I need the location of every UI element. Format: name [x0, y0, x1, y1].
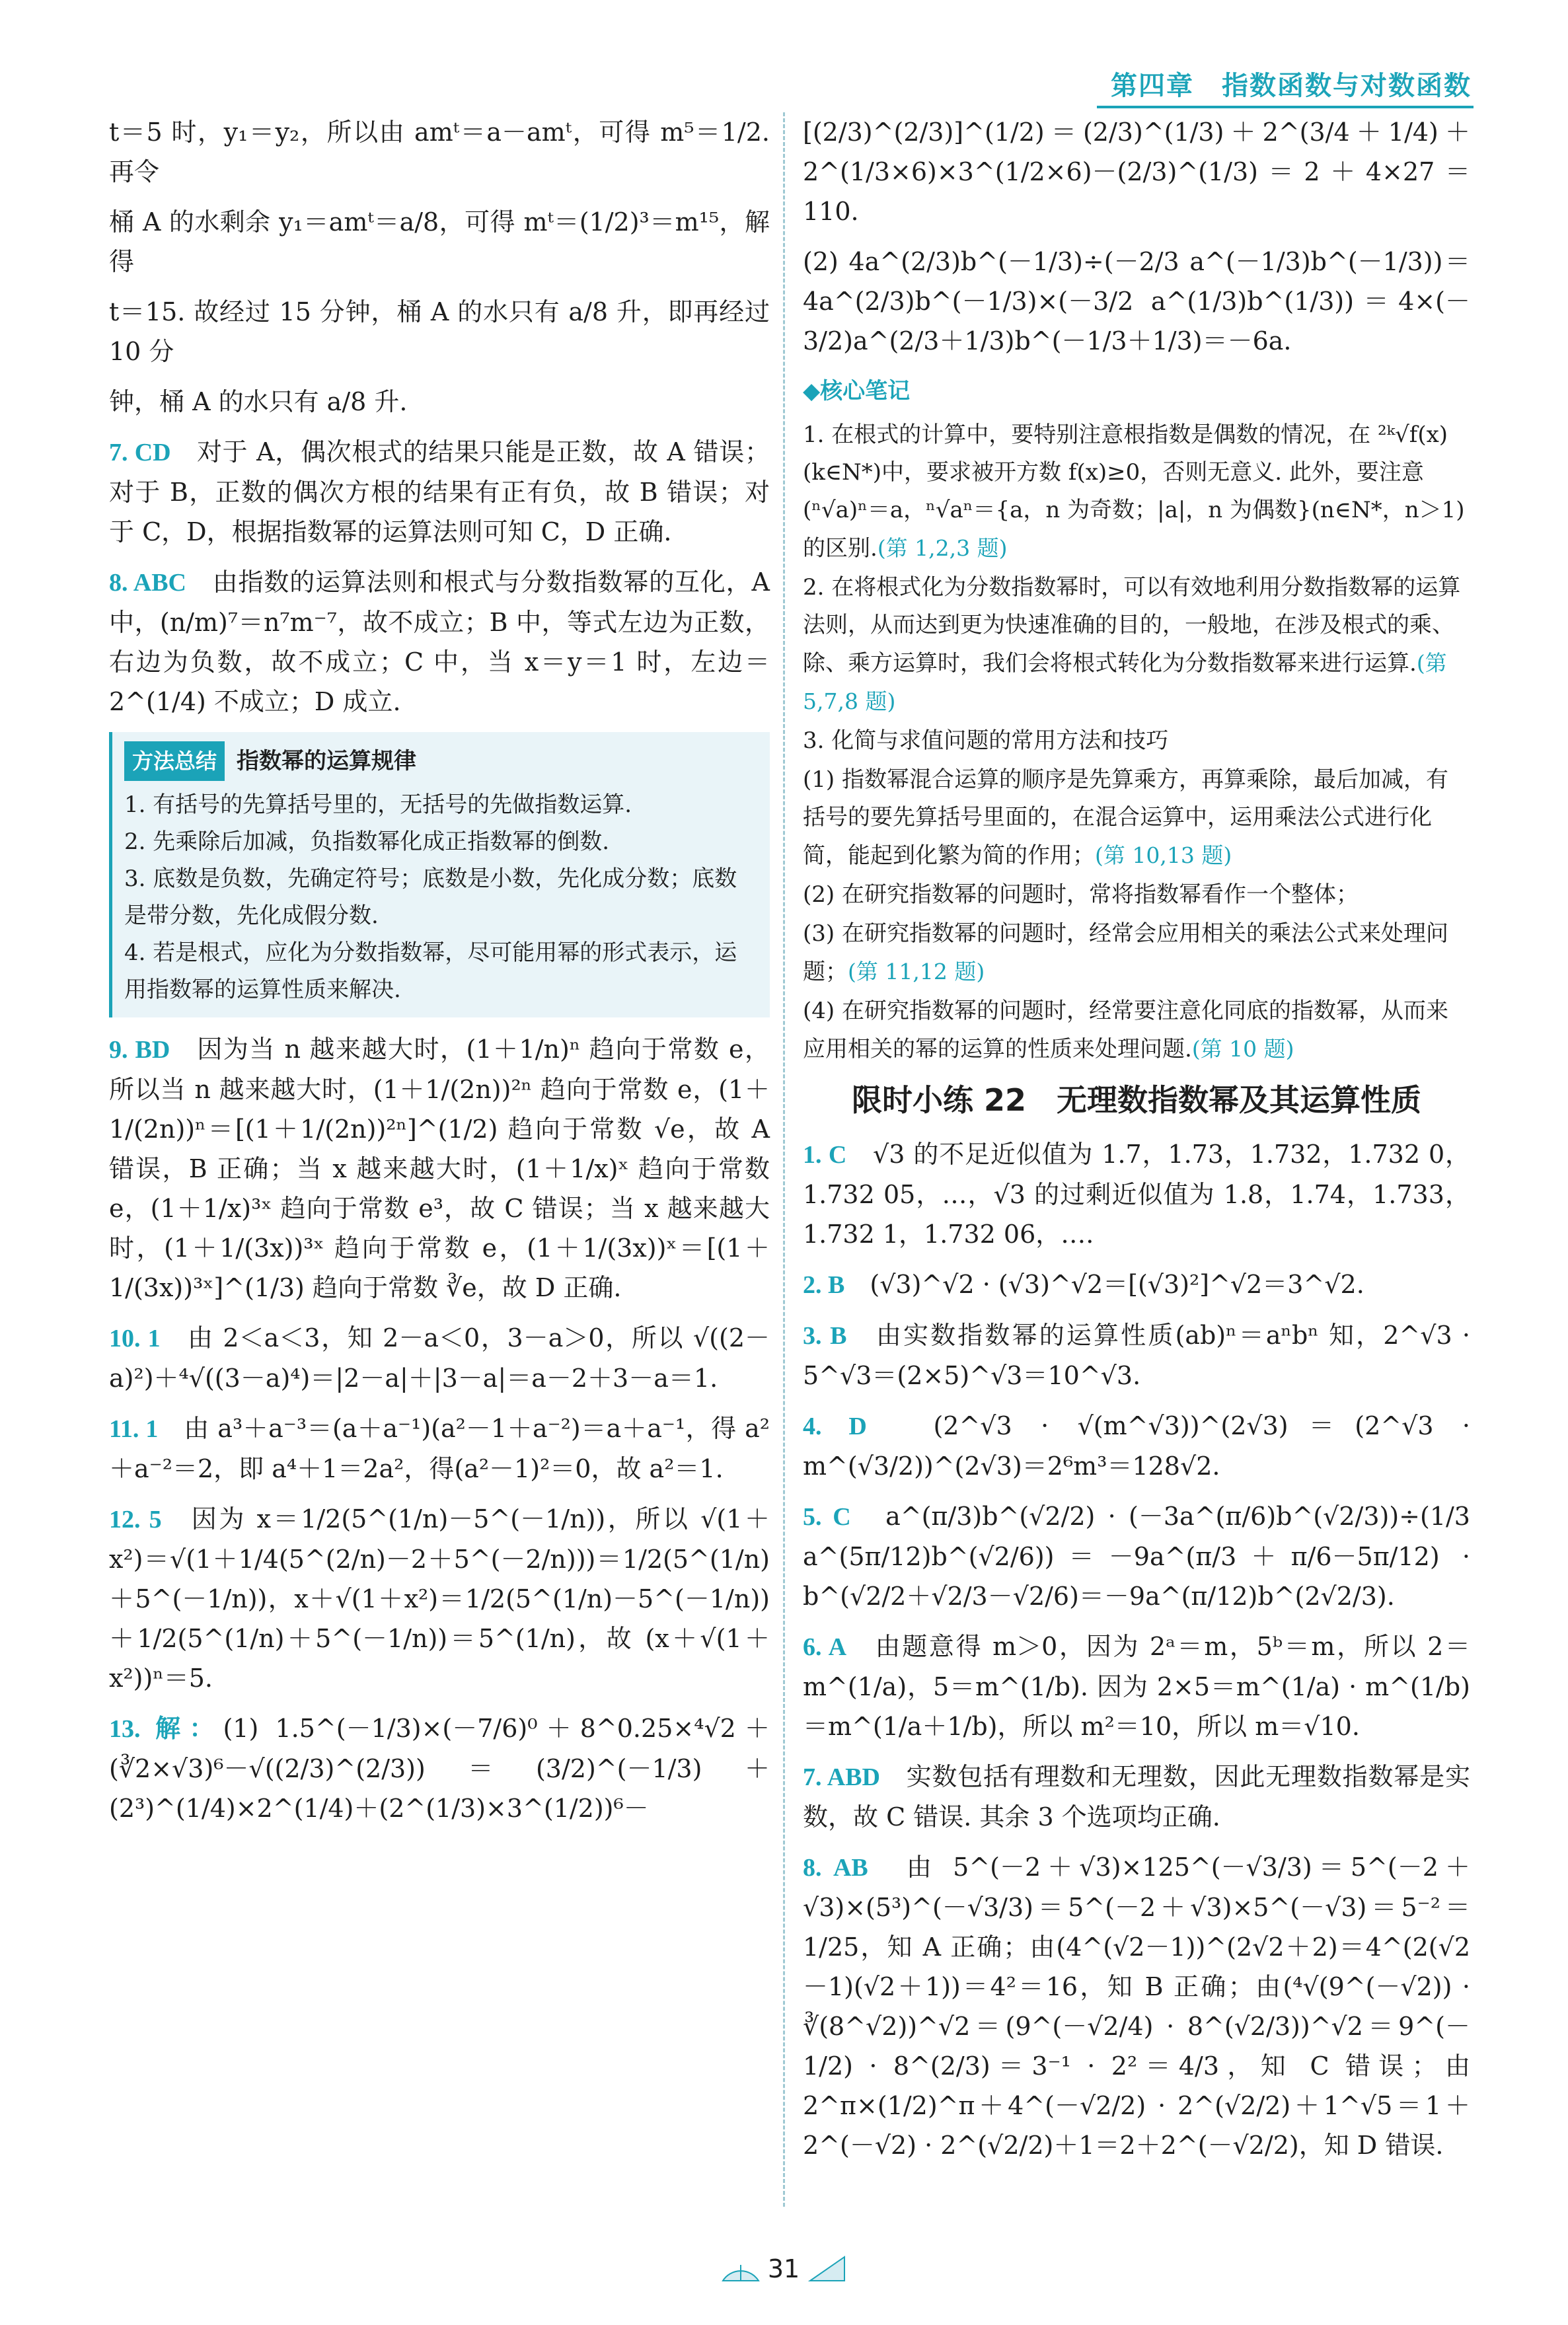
- answer-label: 2. B: [803, 1271, 845, 1299]
- answer-label: 5. C: [803, 1503, 851, 1531]
- core-note: [803, 992, 1470, 1068]
- answer-s5: [803, 1496, 1470, 1616]
- answer-7: [109, 432, 770, 552]
- text-line: [(2/3)^(2/3)]^(1/2)＝(2/3)^(1/3)＋2^(3/4＋1/4)＋2^(1/3×6)×3^(1/2×6)－(2/3)^(1/3)＝2＋4×27＝110.: [803, 118, 1470, 226]
- answer-text: 由 2＜a＜3，知 2－a＜0，3－a＞0，所以 √((2－a)²)＋⁴√((3－a)⁴)＝|2－a|＋|3－a|＝a－2＋3－a＝1.: [109, 1323, 770, 1393]
- section-title: 限时小练 22 无理数指数幂及其运算性质: [851, 1082, 1422, 1118]
- text-line: 钟，桶 A 的水只有 a/8 升.: [109, 387, 408, 416]
- left-column: [109, 112, 770, 1839]
- core-note: [803, 416, 1470, 568]
- answer-label: 6. A: [803, 1633, 847, 1661]
- answer-9: [109, 1029, 770, 1308]
- answer-s1: [803, 1134, 1470, 1254]
- answer-label: 3. B: [803, 1322, 847, 1350]
- method-title: 指数幂的运算规律: [237, 748, 417, 774]
- answer-label: 7. CD: [109, 439, 171, 466]
- answer-10: [109, 1318, 770, 1398]
- core-note-ref: (第 11,12 题): [848, 959, 985, 984]
- answer-label: 8. ABC: [109, 569, 186, 597]
- method-item: 1. 有括号的先算括号里的，无括号的先做指数运算.: [124, 792, 632, 818]
- answer-13: [109, 1709, 770, 1828]
- core-note-text: (1) 指数幂混合运算的顺序是先算乘方，再算乘除，最后加减，有括号的要先算括号里面的，在混合运算中，运用乘法公式进行化简，能起到化繁为简的作用；: [803, 766, 1448, 869]
- core-note: 3. 化简与求值问题的常用方法和技巧: [803, 727, 1169, 754]
- answer-label: 10. 1: [109, 1325, 161, 1352]
- answer-text: 对于 A，偶次根式的结果只能是正数，故 A 错误；对于 B，正数的偶次方根的结果有正有负，故 B 错误；对于 C，D，根据指数幂的运算法则可知 C，D 正确.: [109, 437, 770, 546]
- answer-11: [109, 1409, 770, 1489]
- core-note-text: (4) 在研究指数幂的问题时，经常要注意化同底的指数幂，从而来应用相关的幂的运算的性质来处理问题.: [803, 998, 1448, 1062]
- answer-s8: [803, 1847, 1470, 2165]
- core-note-ref: (第 5,7,8 题): [803, 650, 1447, 714]
- answer-text: 实数包括有理数和无理数，因此无理数指数幂是实数，故 C 错误. 其余 3 个选项均正确.: [803, 1762, 1470, 1831]
- answer-text: 由 5^(－2＋√3)×125^(－√3/3)＝5^(－2＋√3)×(5³)^(－√3/3)＝5^(－2＋√3)×5^(－√3)＝5⁻²＝1/25，知 A 正确；由(4^(√2－1))^(2√2＋2)＝4^(2(√2－1)(√2＋1))＝4²＝16，知 B 正确；由(⁴√(9^(－√2)) · ∛(8^√2))^√2＝(9^(－√2/4) · 8^(√2/3))^√2＝9^(－1/2) · 8^(2/3)＝3⁻¹ · 2²＝4/3，知 C 错误；由 2^π×(1/2)^π＋4^(－√2/2) · 2^(√2/2)＋1^√5＝1＋2^(－√2) · 2^(√2/2)＋1＝2＋2^(－√2/2)，知 D 错误.: [803, 1853, 1470, 2160]
- answer-label: 4. D: [803, 1413, 867, 1440]
- core-notes-title: ◆核心笔记: [803, 378, 911, 404]
- answer-text: 由指数的运算法则和根式与分数指数幂的互化，A 中，(n/m)⁷＝n⁷m⁻⁷，故不成立；B 中，等式左边为正数，右边为负数，故不成立；C 中，当 x＝y＝1 时，左边＝2^(1/4) 不成立；D 成立.: [109, 568, 770, 716]
- answer-s3: [803, 1315, 1470, 1395]
- method-item: 3. 底数是负数，先确定符号；底数是小数，先化成分数；底数是带分数，先化成假分数.: [124, 866, 737, 929]
- answer-label: 7. ABD: [803, 1763, 880, 1791]
- answer-s6: [803, 1627, 1470, 1746]
- core-note-ref: (第 10 题): [1191, 1036, 1294, 1062]
- core-note-text: 1. 在根式的计算中，要特别注意根指数是偶数的情况，在 ²ᵏ√f(x)(k∈N*)中，要求被开方数 f(x)≥0，否则无意义. 此外，要注意 (ⁿ√a)ⁿ＝a，ⁿ√aⁿ＝{a，n 为奇数；|a|，n 为偶数}(n∈N*，n＞1)的区别.: [803, 422, 1465, 562]
- answer-s4: [803, 1406, 1470, 1486]
- core-note-ref: (第 1,2,3 题): [877, 535, 1008, 561]
- core-note: (2) 在研究指数幂的问题时，常将指数幂看作一个整体；: [803, 881, 1359, 908]
- core-note: [803, 761, 1470, 875]
- method-tag: 方法总结: [124, 741, 225, 781]
- answer-s7: [803, 1757, 1470, 1837]
- page-number: 31: [767, 2254, 800, 2283]
- answer-label: 1. C: [803, 1141, 847, 1169]
- method-summary-title: [124, 741, 758, 781]
- answer-text: √3 的不足近似值为 1.7，1.73，1.732，1.732 0，1.732 05，…，√3 的过剩近似值为 1.8，1.74，1.733，1.732 1，1.732 06，….: [803, 1140, 1470, 1249]
- answer-8: [109, 562, 770, 721]
- text-line: t＝15. 故经过 15 分钟，桶 A 的水只有 a/8 升，即再经过 10 分: [109, 297, 770, 366]
- answer-text: (1) 1.5^(－1/3)×(－7/6)⁰＋8^0.25×⁴√2＋(∛2×√3)⁶－√((2/3)^(2/3))＝(3/2)^(－1/3)＋(2³)^(1/4)×2^(1/4)＋(2^(1/3)×3^(1/2))⁶－: [109, 1714, 770, 1823]
- chapter-header: 第四章 指数函数与对数函数: [1111, 71, 1472, 101]
- method-summary-box: [109, 732, 770, 1017]
- core-note-text: 2. 在将根式化为分数指数幂时，可以有效地利用分数指数幂的运算法则，从而达到更为快速准确的目的，一般地，在涉及根式的乘、除、乘方运算时，我们会将根式转化为分数指数幂来进行运算.: [803, 574, 1461, 677]
- answer-text: 由 a³＋a⁻³＝(a＋a⁻¹)(a²－1＋a⁻²)＝a＋a⁻¹，得 a²＋a⁻²＝2，即 a⁴＋1＝2a²，得(a²－1)²＝0，故 a²＝1.: [109, 1414, 770, 1483]
- core-note-ref: (第 10,13 题): [1095, 842, 1232, 868]
- answer-12: [109, 1499, 770, 1698]
- answer-text: 由题意得 m＞0，因为 2ᵃ＝m，5ᵇ＝m，所以 2＝m^(1/a)，5＝m^(1/b). 因为 2×5＝m^(1/a) · m^(1/b)＝m^(1/a＋1/b)，所以 m²＝10，所以 m＝√10.: [803, 1632, 1470, 1741]
- core-note: [803, 915, 1470, 991]
- answer-label: 11. 1: [109, 1415, 159, 1443]
- answer-label: 8. AB: [803, 1854, 868, 1882]
- answer-label: 13. 解：: [109, 1715, 223, 1743]
- answer-text: (√3)^√2 · (√3)^√2＝[(√3)²]^√2＝3^√2.: [870, 1270, 1364, 1299]
- header-underline: [1097, 106, 1474, 108]
- core-note: [803, 569, 1470, 721]
- answer-s2: [803, 1265, 1470, 1305]
- column-separator: [783, 112, 785, 2207]
- method-item: 4. 若是根式，应化为分数指数幂，尽可能用幂的形式表示，运用指数幂的运算性质来解决.: [124, 940, 737, 1003]
- page-footer: [718, 2250, 850, 2287]
- core-note-text: (3) 在研究指数幂的问题时，经常会应用相关的乘法公式来处理问题；: [803, 920, 1448, 985]
- answer-text: a^(π/3)b^(√2/2) · (－3a^(π/6)b^(√2/3))÷(1/3 a^(5π/12)b^(√2/6))＝－9a^(π/3＋π/6－5π/12) · b^(√2/2＋√2/3－√2/6)＝－9a^(π/12)b^(2√2/3).: [803, 1502, 1470, 1611]
- answer-text: 因为 x＝1/2(5^(1/n)－5^(－1/n))，所以 √(1＋x²)＝√(1＋1/4(5^(2/n)－2＋5^(－2/n)))＝1/2(5^(1/n)＋5^(－1/n))，x＋√(1＋x²)＝1/2(5^(1/n)－5^(－1/n))＋1/2(5^(1/n)＋5^(－1/n))＝5^(1/n)，故 (x＋√(1＋x²))ⁿ＝5.: [109, 1504, 770, 1693]
- text-line: 桶 A 的水剩余 y₁＝amᵗ＝a/8，可得 mᵗ＝(1/2)³＝m¹⁵，解得: [109, 207, 770, 276]
- text-line: (2) 4a^(2/3)b^(－1/3)÷(－2/3 a^(－1/3)b^(－1/3))＝4a^(2/3)b^(－1/3)×(－3/2 a^(1/3)b^(1/3))＝4×(－3/2)a^(2/3＋1/3)b^(－1/3＋1/3)＝－6a.: [803, 247, 1470, 355]
- method-item: 2. 先乘除后加减，负指数幂化成正指数幂的倒数.: [124, 829, 610, 855]
- answer-label: 12. 5: [109, 1506, 162, 1533]
- right-column: [803, 112, 1470, 2176]
- answer-text: 因为当 n 越来越大时，(1＋1/n)ⁿ 趋向于常数 e，所以当 n 越来越大时，(1＋1/(2n))²ⁿ 趋向于常数 e，(1＋1/(2n))ⁿ＝[(1＋1/(2n))²ⁿ]^(1/2) 趋向于常数 √e，故 A 错误，B 正确；当 x 越来越大时，(1＋1/x)ˣ 趋向于常数 e，(1＋1/x)³ˣ 趋向于常数 e³，故 C 错误；当 x 越来越大时，(1＋1/(3x))³ˣ 趋向于常数 e，(1＋1/(3x))ˣ＝[(1＋1/(3x))³ˣ]^(1/3) 趋向于常数 ∛e，故 D 正确.: [109, 1035, 770, 1302]
- answer-text: 由实数指数幂的运算性质(ab)ⁿ＝aⁿbⁿ 知，2^√3 · 5^√3＝(2×5)^√3＝10^√3.: [803, 1321, 1470, 1390]
- answer-label: 9. BD: [109, 1036, 170, 1064]
- answer-text: (2^√3 · √(m^√3))^(2√3)＝(2^√3 · m^(√3/2))^(2√3)＝2⁶m³＝128√2.: [803, 1411, 1470, 1481]
- text-line: t＝5 时，y₁＝y₂，所以由 amᵗ＝a－amᵗ，可得 m⁵＝1/2. 再令: [109, 118, 770, 186]
